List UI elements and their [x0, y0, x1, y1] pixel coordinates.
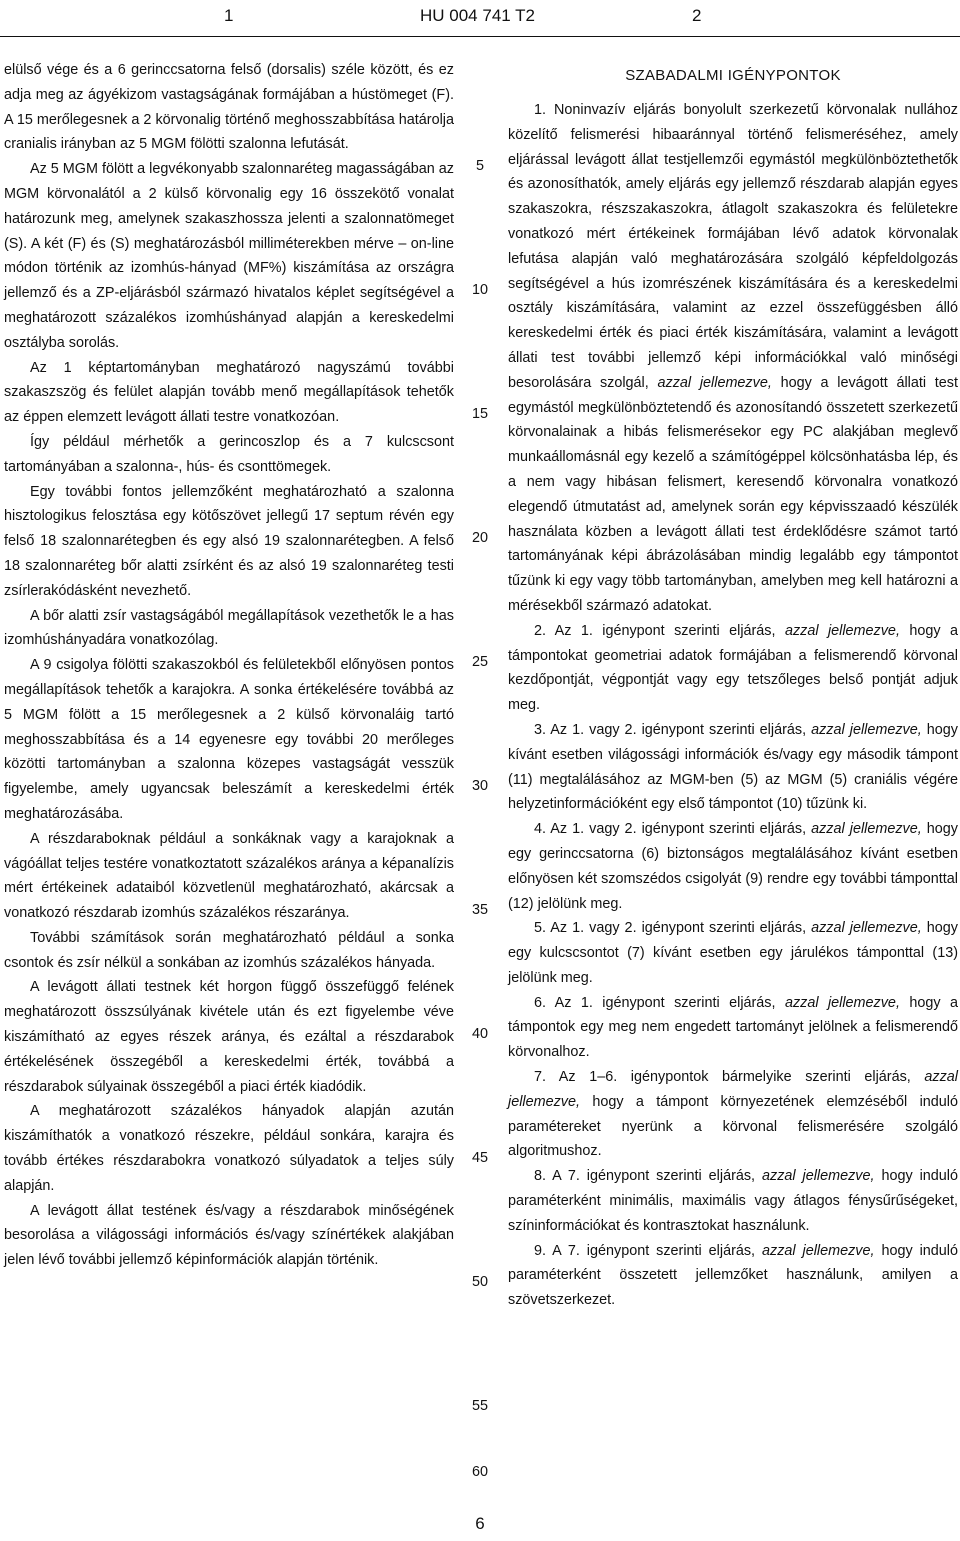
claim-phrase: azzal jellemezve, — [811, 821, 922, 838]
claim-7 — [508, 1065, 958, 1164]
paragraph: A 9 csigolya fölötti szakaszokból és felületekből előnyösen pontos megállapítások tehetők a karajokra. A sonka értékelésére továbbá az 5 MGM fölött a 15 merőlegesnek a 2 külső körvonaláig tartó meghosszabbítása és a 14 egyenesre egy további 20 merőleges közötti tartományban a szalonna közepes vastagságát vesszük figyelembe, amely ugyancsak beleszámít a kereskedelmi érték meghatározásába. — [4, 657, 454, 822]
claim-text: 4. Az 1. vagy 2. igénypont szerinti eljárás, — [534, 821, 812, 838]
line-number: 55 — [471, 1398, 488, 1414]
paragraph: A részdaraboknak például a sonkáknak vagy a karajoknak a vágóállat teljes testére vonatkoztatott százalékos aránya a képanalízis mért értékeinek adataiból közvetlenül meghatározható, akárcsak a vonatkozó részdarab izomhús százalékos részaránya. — [4, 830, 454, 922]
line-number: 30 — [471, 778, 488, 794]
paragraph: elülső vége és a 6 gerinccsatorna felső (dorsalis) széle között, és ez adja meg az ágyékizom vastagságának formájában a hústömeget (F). A 15 merőlegesnek a 2 körvonalig történő meghosszabbítása határolja cranialis irányban az 5 MGM fölötti szalonna lefutását. — [4, 62, 454, 153]
claim-phrase: azzal jellemezve, — [784, 994, 900, 1011]
paragraph: A meghatározott százalékos hányadok alapján azután kiszámíthatók a vonatkozó részekre, például sonkára, karajra és tovább értékes részdarabokra vonatkozó súlyadatok a teljes súly alapján. — [4, 1103, 454, 1194]
header-patent-number: HU 004 741 T2 — [420, 6, 535, 25]
claim-text: 9. A 7. igénypont szerinti eljárás, — [534, 1242, 762, 1259]
claims-column — [508, 66, 958, 1313]
claim-text: 3. Az 1. vagy 2. igénypont szerinti eljárás, — [534, 721, 812, 738]
paragraph: A levágott állati testnek két horgon függő összefüggő felének meghatározott összsúlyának kivétele után és ezt figyelembe véve kiszámítható az egyes részek aránya, és ezáltal a részdarabok értékelésének összegéből a kereskedelmi érték, továbbá a részdarabok súlyainak összegéből a piaci érték kiadódik. — [4, 979, 454, 1095]
header-page-left: 1 — [224, 6, 234, 25]
claim-text: hogy induló paraméterként minimális, maximális vagy átlagos fénysűrűségeket, színinformációkat és kontrasztokat használunk. — [508, 1168, 958, 1234]
claim-text: 6. Az 1. igénypont szerinti eljárás, — [534, 994, 785, 1011]
claim-phrase: azzal jellemezve, — [762, 1242, 875, 1259]
claim-9 — [508, 1239, 958, 1313]
line-number: 50 — [471, 1274, 488, 1290]
claim-text: 8. A 7. igénypont szerinti eljárás, — [534, 1168, 762, 1185]
line-number: 35 — [471, 902, 488, 918]
claim-3 — [508, 718, 958, 817]
line-number: 25 — [471, 654, 488, 670]
line-number: 60 — [471, 1464, 488, 1480]
line-number: 40 — [471, 1026, 488, 1042]
claim-5 — [508, 916, 958, 990]
claim-text: 2. Az 1. igénypont szerinti eljárás, — [534, 622, 785, 639]
claim-2 — [508, 619, 958, 718]
claims-title: SZABADALMI IGÉNYPONTOK — [625, 67, 841, 84]
claim-6 — [508, 991, 958, 1065]
claim-8 — [508, 1164, 958, 1238]
paragraph: Az 1 képtartományban meghatározó nagyszámú további szakaszszög és felület alapján tovább menő megállapítások tehetők az éppen elemzett levágott állati testre vonatkozóan. — [4, 359, 454, 426]
claim-text: hogy egy kulcscsontot (7) kívánt esetben egy járulékos támponttal (13) jelölünk meg. — [508, 920, 958, 986]
claim-text: hogy a támpont környezetének elemzéséből induló paramétereket nyerünk a körvonal felismerésére szolgáló algoritmushoz. — [508, 1093, 958, 1160]
line-number: 45 — [471, 1150, 488, 1166]
claim-phrase: azzal jellemezve, — [784, 622, 900, 639]
claim-text: hogy egy gerinccsatorna (6) biztonságos megtalálásához kívánt esetben előnyösen két szomszédos csigolyát (9) rendre egy további támponttal (12) jelölünk meg. — [508, 821, 958, 912]
footer-page-number: 6 — [475, 1514, 485, 1533]
header-divider — [0, 36, 960, 37]
claim-phrase: azzal jellemezve, — [508, 1069, 958, 1110]
line-number: 5 — [475, 158, 484, 174]
paragraph: További számítások során meghatározható például a sonka csontok és zsír nélkül a sonkában az izomhús százalékos hányada. — [4, 929, 454, 971]
claim-text: hogy kívánt esetben világossági információk és/vagy egy második támpont (11) megtalálásához az MGM-ben (5) az MGM (5) craniális végére helyzetinformációként egy első támpontot (10) tűzünk ki. — [508, 721, 958, 813]
claim-phrase: azzal jellemezve, — [811, 920, 922, 937]
claim-text: hogy induló paraméterként összetett jellemzőket használunk, amilyen a szövetszerkezet. — [508, 1242, 958, 1309]
claim-text: hogy a támpontokat geometriai adatok formájában a felismerendő körvonal kezdőpontját, végpontját vagy egy tetszőleges belső pontját adjuk meg. — [508, 622, 958, 714]
paragraph: A bőr alatti zsír vastagságából megállapítások vezethetők le a has izomhúshányadára vonatkozólag. — [4, 607, 454, 649]
claim-text: 7. Az 1–6. igénypontok bármelyike szerinti eljárás, — [534, 1069, 925, 1086]
claim-phrase: azzal jellemezve, — [811, 721, 922, 738]
claim-phrase: azzal jellemezve, — [657, 374, 772, 391]
claim-text: 5. Az 1. vagy 2. igénypont szerinti eljárás, — [534, 920, 812, 937]
header-page-right: 2 — [692, 6, 702, 25]
claim-text: hogy a levágott állati test egymástól megkülönböztetendő és azonosítandó összetett szerkezetű körvonalainak a hibás felismerésekor egy PC alakjában meglevő munkaállomásnál egy kezelő a számítógéppel kölcsönhatásba lép, és a nem vagy hibásan felismert, keresendő körvonalra vonatkozó elegendő útmutatást ad, amelynek során egy képvisszaadó készülék használata közben a levágott állati test érdeklődésre számot tartó tartományának képi ábrázolásában mindig legalább egy támpontot tűzünk ki egy vagy több tartományban, amelyben meg kell határozni a mérésekből származó adatokat. — [508, 374, 958, 614]
line-number: 20 — [471, 530, 488, 546]
paragraph: Így például mérhetők a gerincoszlop és a 7 kulcscsont tartományában a szalonna-, hús- és csonttömegek. — [4, 433, 454, 475]
claim-text: hogy a támpontok egy meg nem engedett tartományt jelölnek a felismerendő körvonalhoz. — [508, 994, 958, 1061]
line-number: 15 — [471, 406, 488, 422]
claim-1 — [508, 98, 958, 619]
left-text-column — [4, 58, 454, 1273]
claim-phrase: azzal jellemezve, — [762, 1168, 875, 1185]
claim-text: 1. Noninvazív eljárás bonyolult szerkezetű körvonalak nullához közelítő felismerési hibaaránnyal történő felismeréséhez, amely eljárással levágott állat testjellemzői egymástól megkülönböztethetők és azonosíthatók, amely eljárás egy jellemző részdarab alapján egyes szakaszokra, részszakaszokra, átlagolt szakaszokra és felületekre vonatkozó mért értékeinek formájában lévő adatok körvonalak lefutása alapján való meghatározására szolgáló képfeldolgozás segítségével a hús izomrészének kiszámítására és a kereskedelmi osztály kiszámítására, valamint az ezzel összefüggésben álló kereskedelmi érték és piaci érték kiszámítására, valamint a levágott állati test további jellemző képi információkkal való minőségi besorolására szolgál, — [508, 102, 958, 391]
paragraph: Egy további fontos jellemzőként meghatározható a szalonna hisztologikus felosztása egy kötőszövet jellegű 17 septum révén egy felső 18 szalonnarétegben és egy alsó 19 szalonnarétegben. A felső 18 szalonnaréteg bőr alatti zsírként és az alsó 19 szalonnaréteg testi zsírlerakódásként nevezhető. — [4, 483, 454, 599]
line-number: 10 — [471, 282, 488, 298]
claim-4 — [508, 817, 958, 916]
paragraph: Az 5 MGM fölött a legvékonyabb szalonnaréteg magasságában az MGM körvonalától a 2 külső körvonalig egy 16 összekötő vonalat határozunk meg, amelynek szakaszhossza jelenti a szalonnatömeget (S). A két (F) és (S) meghatározásból milliméterekben mérve – on-line módon történik az izomhús-hányad (MF%) kiszámítása az országra jellemző és a ZP-eljárásból származó hivatalos képlet segítségével a meghatározott százalékos izomhúshányad alapján a kereskedelmi osztályba sorolás. — [4, 161, 454, 351]
paragraph: A levágott állat testének és/vagy a részdarabok minőségének besorolása a világossági információs és/vagy színértékek alakjában jelen lévő további jellemző képinformációk alapján történik. — [4, 1202, 454, 1269]
